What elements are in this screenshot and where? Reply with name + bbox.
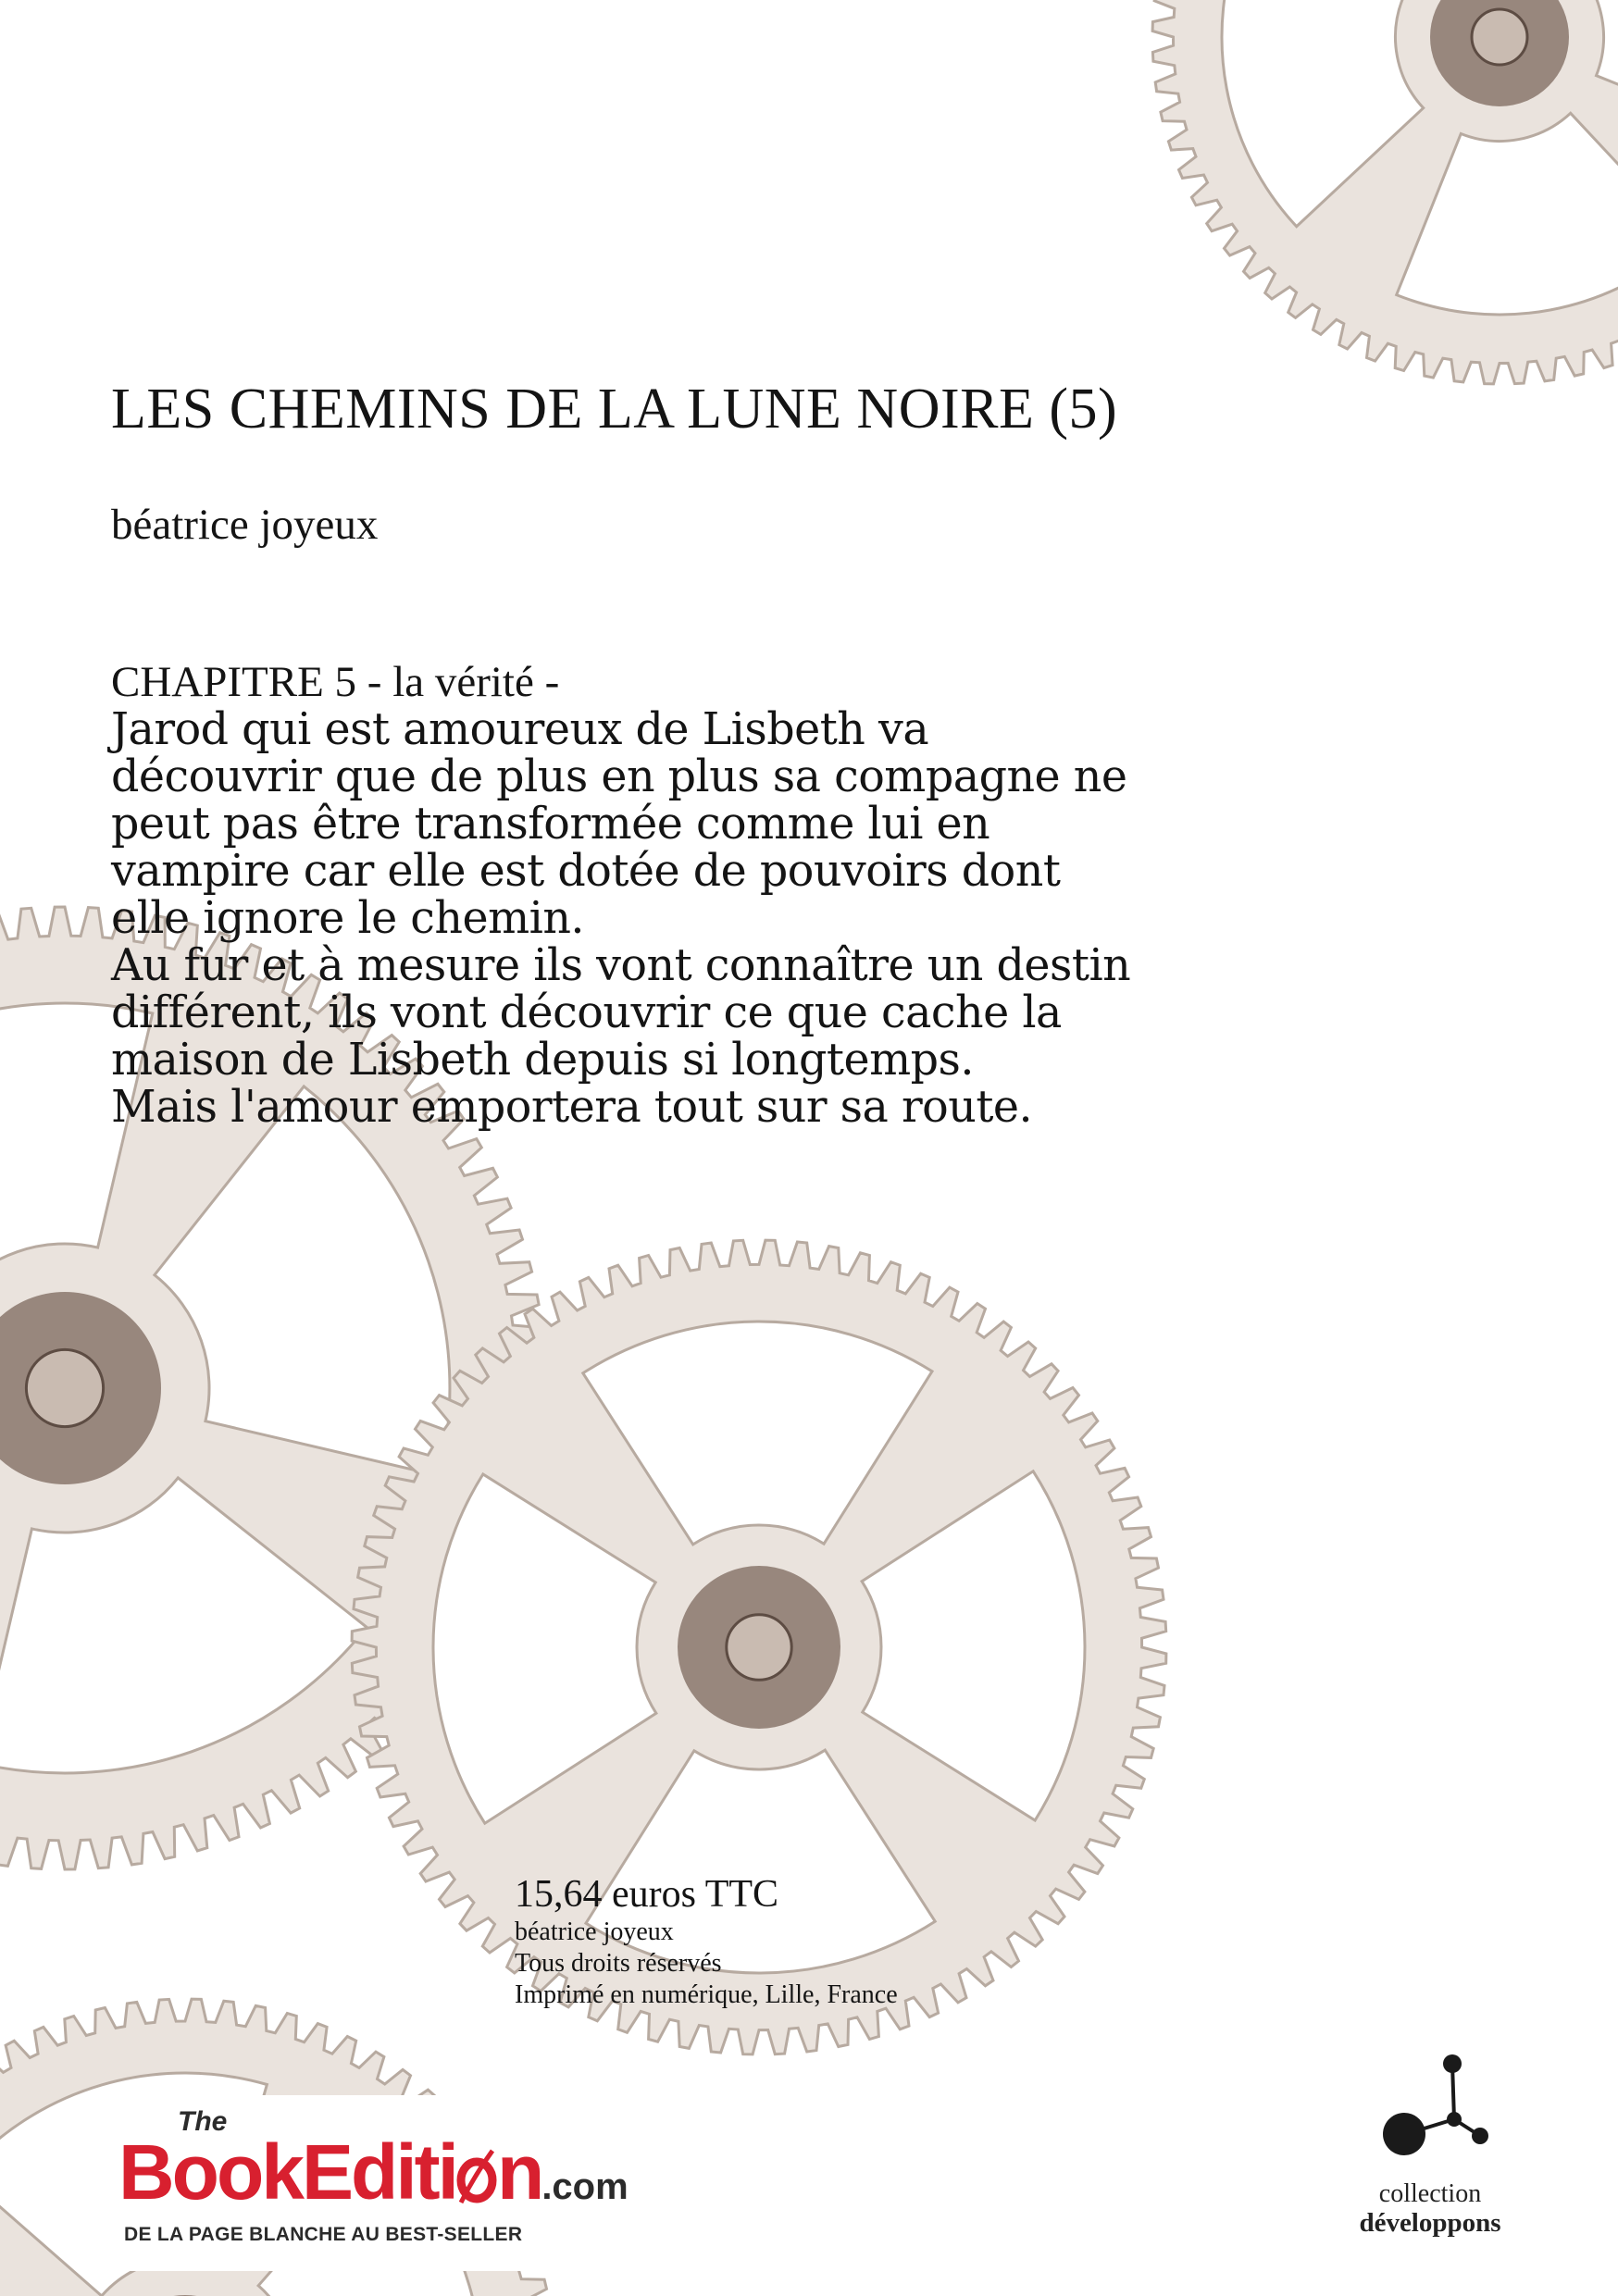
summary-line: elle ignore le chemin. <box>111 893 585 944</box>
summary-line: découvrir que de plus en plus sa compagne ne <box>111 751 1127 802</box>
molecule-icon <box>1365 2053 1513 2173</box>
summary-line: différent, ils vont découvrir ce que cache la <box>111 987 1062 1038</box>
rights-notice: Tous droits réservés <box>515 1949 722 1978</box>
summary-line: Jarod qui est amoureux de Lisbeth va <box>111 704 929 755</box>
collection-label: collection <box>1378 2179 1482 2208</box>
publisher-logo-the: The <box>178 2106 228 2137</box>
price-label: 15,64 euros TTC <box>515 1873 779 1916</box>
back-cover-summary <box>111 659 1314 1131</box>
book-author: béatrice joyeux <box>111 501 379 549</box>
collection-name: développons <box>1359 2208 1501 2238</box>
summary-line: vampire car elle est dotée de pouvoirs dont <box>111 846 1061 897</box>
chapter-heading: CHAPITRE 5 - la vérité - <box>111 658 560 706</box>
gear-top-right <box>1152 0 1618 384</box>
summary-line: peut pas être transformée comme lui en <box>111 799 990 850</box>
book-title: LES CHEMINS DE LA LUNE NOIRE (5) <box>111 378 1118 441</box>
printing-notice: Imprimé en numérique, Lille, France <box>515 1980 898 2009</box>
publisher-logo <box>111 2095 648 2271</box>
publisher-logo-name <box>118 2130 629 2228</box>
publisher-tagline: DE LA PAGE BLANCHE AU BEST-SELLER <box>124 2224 523 2245</box>
summary-line: maison de Lisbeth depuis si longtemps. <box>111 1035 974 1086</box>
publisher-logo-tld: .com <box>541 2166 629 2207</box>
colophon-author: béatrice joyeux <box>515 1917 674 1946</box>
summary-line: Au fur et à mesure ils vont connaître un destin <box>111 940 1131 991</box>
colophon <box>515 1872 898 2011</box>
publisher-logo-name-part2: n <box>497 2128 542 2215</box>
quill-icon <box>455 2149 498 2206</box>
summary-line: Mais l'amour emportera tout sur sa route. <box>111 1082 1033 1133</box>
publisher-logo-name-part1: BookEditi <box>118 2128 456 2215</box>
